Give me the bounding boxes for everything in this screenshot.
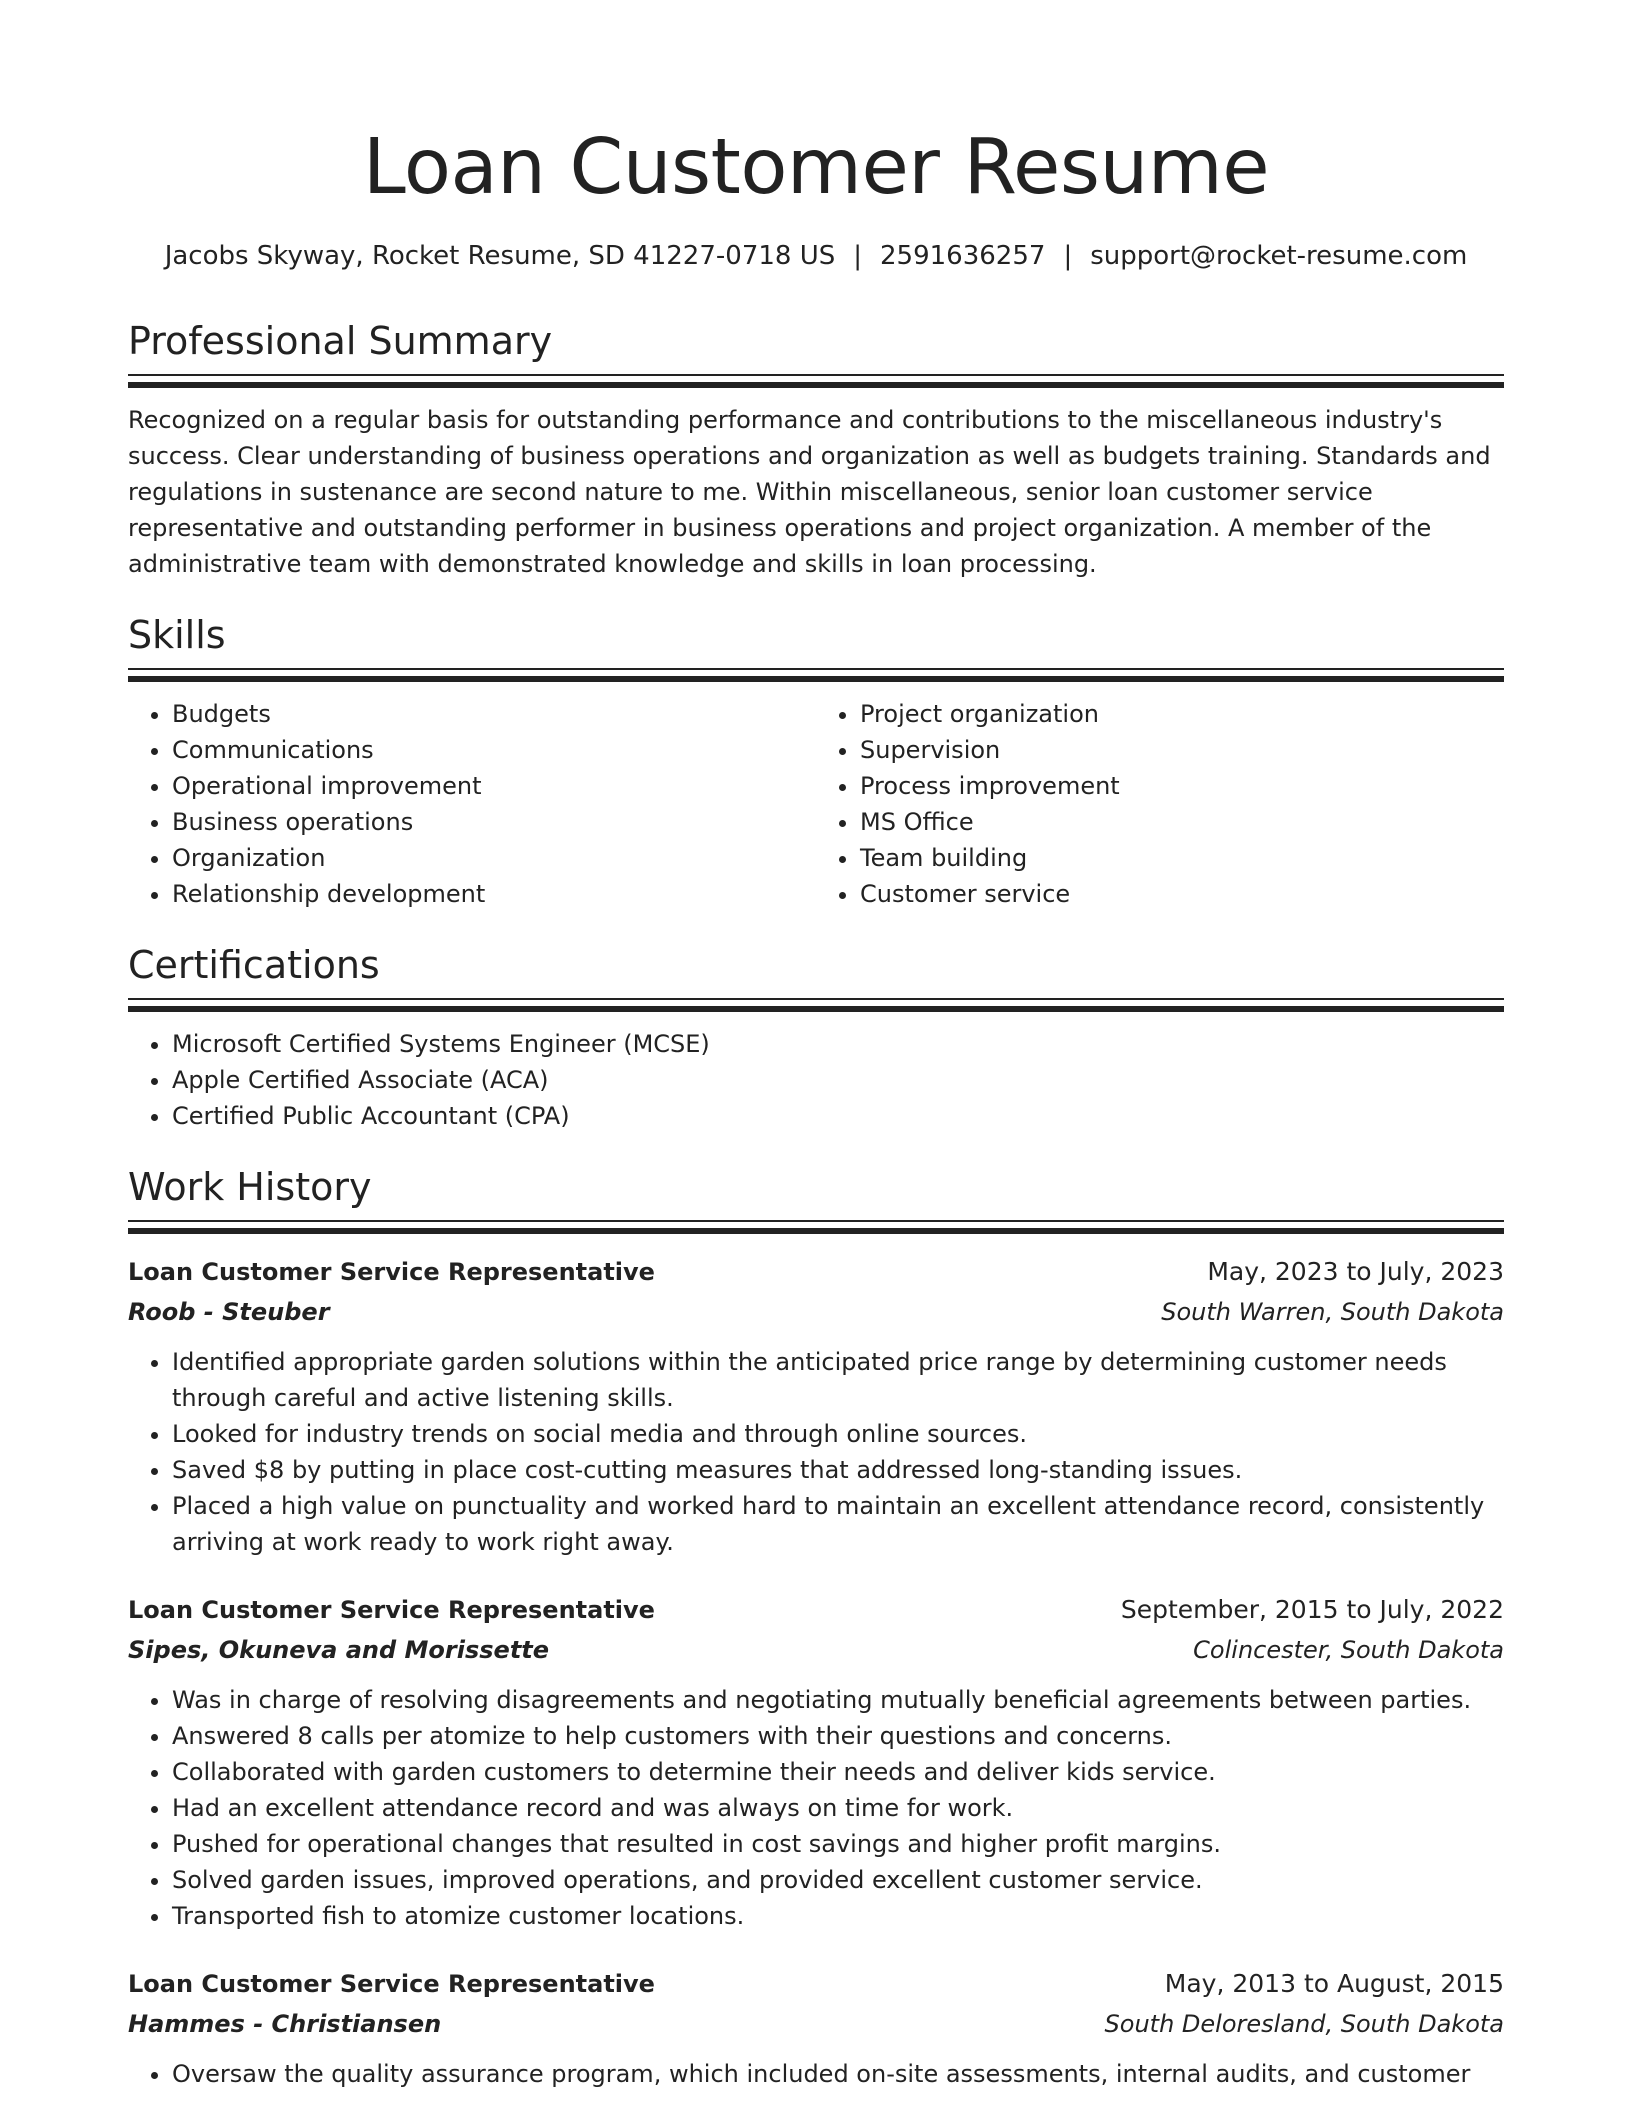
summary-section (128, 316, 1504, 582)
section-divider-thick (128, 1228, 1504, 1234)
skill-item: • MS Office (860, 804, 1504, 840)
certifications-section (128, 940, 1504, 1134)
skills-columns (128, 696, 1504, 912)
skills-heading: Skills (128, 613, 226, 657)
certification-item: • Microsoft Certified Systems Engineer (MCSE) (172, 1026, 1504, 1062)
skill-item: • Budgets (172, 696, 816, 732)
job-bullet: • Saved $8 by putting in place cost-cutting measures that addressed long-standing issues. (172, 1452, 1504, 1488)
job-title: Loan Customer Service Representative (128, 1970, 655, 1998)
job-dates: September, 2015 to July, 2022 (1120, 1595, 1504, 1624)
job-company: Hammes - Christiansen (128, 2010, 442, 2038)
job-location: South Warren, South Dakota (1161, 1298, 1504, 1326)
section-divider (128, 998, 1504, 1000)
certifications-list (128, 1026, 1504, 1134)
section-divider (128, 668, 1504, 670)
work-history-heading: Work History (128, 1165, 372, 1209)
skill-item: • Organization (172, 840, 816, 876)
job-bullet: • Oversaw the quality assurance program, which included on-site assessments, internal audits, and customer (172, 2056, 1504, 2092)
job-bullet: • Looked for industry trends on social media and through online sources. (172, 1416, 1504, 1452)
certifications-heading: Certifications (128, 943, 380, 987)
skills-list-right (816, 696, 1504, 912)
job-dates: May, 2023 to July, 2023 (1207, 1257, 1504, 1286)
job-bullet: • Solved garden issues, improved operations, and provided excellent customer service. (172, 1862, 1504, 1898)
contact-separator: | (1063, 241, 1073, 271)
resume-title: Loan Customer Resume (362, 123, 1270, 212)
skill-item: • Project organization (860, 696, 1504, 732)
skill-item: • Team building (860, 840, 1504, 876)
work-history-section (128, 1162, 1504, 2092)
job-bullet: • Identified appropriate garden solutions within the anticipated price range by determining customer needs through careful and active listening skills. (172, 1344, 1504, 1416)
skill-item: • Business operations (172, 804, 816, 840)
summary-text: Recognized on a regular basis for outstanding performance and contributions to the miscellaneous industry's success. Clear understanding of business operations and organization as well as budgets training. Standards and regulations in sustenance are second nature to me. Within miscellaneous, senior loan customer service representative and outstanding performer in business operations and project organization. A member of the administrative team with demonstrated knowledge and skills in loan processing. (128, 406, 1491, 578)
job-title: Loan Customer Service Representative (128, 1258, 655, 1286)
skill-item: • Communications (172, 732, 816, 768)
job-bullet: • Transported fish to atomize customer locations. (172, 1898, 1504, 1934)
skill-item: • Supervision (860, 732, 1504, 768)
summary-heading: Professional Summary (128, 319, 553, 363)
job-location: South Deloresland, South Dakota (1104, 2010, 1504, 2038)
section-divider (128, 1220, 1504, 1222)
section-divider-thick (128, 382, 1504, 388)
certification-item: • Certified Public Accountant (CPA) (172, 1098, 1504, 1134)
contact-address: Jacobs Skyway, Rocket Resume, SD 41227-0718 US (164, 241, 836, 271)
job-bullet: • Was in charge of resolving disagreements and negotiating mutually beneficial agreements between parties. (172, 1682, 1504, 1718)
certification-item: • Apple Certified Associate (ACA) (172, 1062, 1504, 1098)
contact-email[interactable]: support@rocket-resume.com (1090, 241, 1468, 271)
job-entry (128, 1590, 1504, 1934)
job-bullet: • Collaborated with garden customers to determine their needs and deliver kids service. (172, 1754, 1504, 1790)
job-location: Colincester, South Dakota (1193, 1636, 1504, 1664)
job-entry (128, 1964, 1504, 2092)
job-title: Loan Customer Service Representative (128, 1596, 655, 1624)
job-bullet: • Answered 8 calls per atomize to help customers with their questions and concerns. (172, 1718, 1504, 1754)
skills-list-left (128, 696, 816, 912)
skill-item: • Process improvement (860, 768, 1504, 804)
job-bullets (128, 2056, 1504, 2092)
skill-item: • Relationship development (172, 876, 816, 912)
skill-item: • Operational improvement (172, 768, 816, 804)
job-bullets (128, 1682, 1504, 1934)
section-divider-thick (128, 676, 1504, 682)
skill-item: • Customer service (860, 876, 1504, 912)
skills-section (128, 610, 1504, 912)
job-bullet: • Had an excellent attendance record and was always on time for work. (172, 1790, 1504, 1826)
job-bullet: • Placed a high value on punctuality and worked hard to maintain an excellent attendance record, consistently arriving at work ready to work right away. (172, 1488, 1504, 1560)
contact-separator: | (853, 241, 863, 271)
job-dates: May, 2013 to August, 2015 (1164, 1969, 1504, 1998)
job-bullet: • Pushed for operational changes that resulted in cost savings and higher profit margins. (172, 1826, 1504, 1862)
job-company: Sipes, Okuneva and Morissette (128, 1636, 550, 1664)
job-entry (128, 1252, 1504, 1560)
job-bullets (128, 1344, 1504, 1560)
job-company: Roob - Steuber (128, 1298, 330, 1326)
contact-line (0, 238, 1632, 274)
contact-phone: 2591636257 (880, 241, 1046, 271)
section-divider-thick (128, 1006, 1504, 1012)
section-divider (128, 374, 1504, 376)
